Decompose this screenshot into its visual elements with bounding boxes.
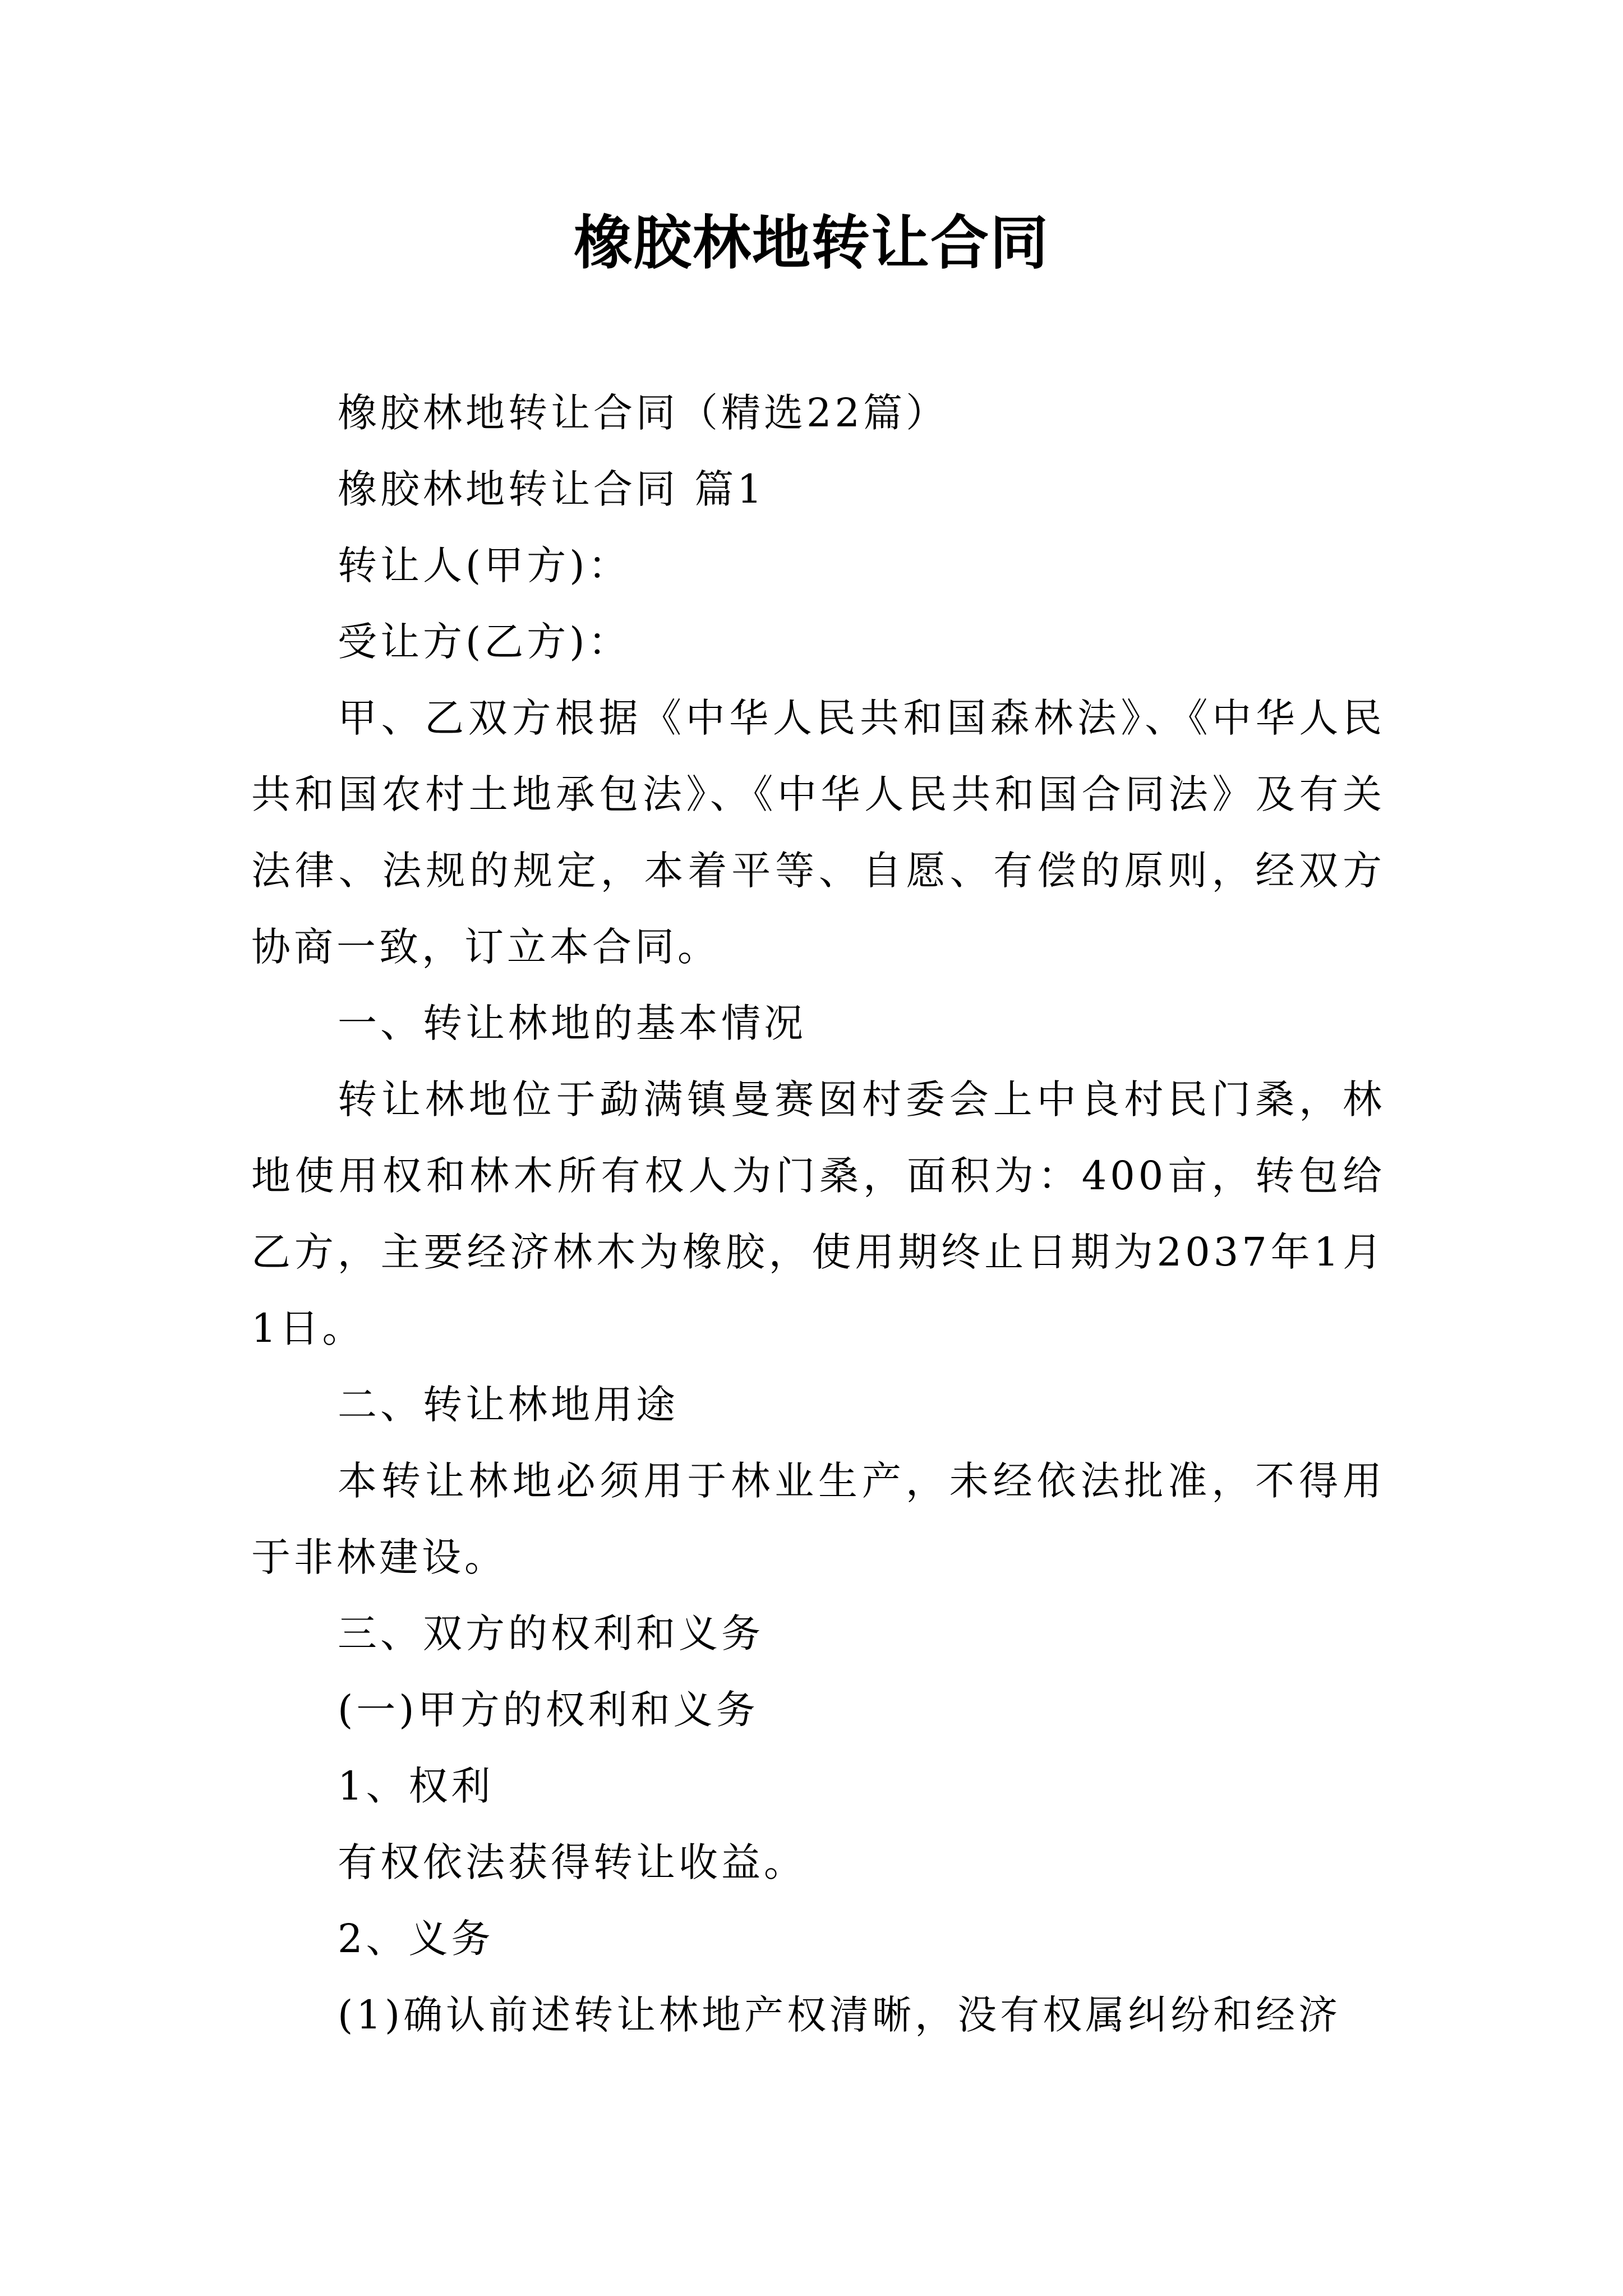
- paragraph-land-use: 本转让林地必须用于林业生产，未经依法批准，不得用于非林建设。: [251, 1458, 1385, 1580]
- item-heading-rights: 1、权利: [338, 1763, 494, 1809]
- section-heading-land-use: 二、转让林地用途: [338, 1382, 679, 1428]
- paragraph-basic-info: 转让林地位于勐满镇曼赛囡村委会上中良村民门桑，林地使用权和林木所有权人为门桑，面积为：400亩，转包给乙方，主要经济林木为橡胶，使用期终止日期为2037年1月1日。: [251, 1076, 1385, 1351]
- item-heading-obligations: 2、义务: [338, 1916, 494, 1962]
- paragraph-preamble: 甲、乙双方根据《中华人民共和国森林法》、《中华人民共和国农村土地承包法》、《中华人民共和国合同法》及有关法律、法规的规定，本着平等、自愿、有偿的原则，经双方协商一致，订立本合同。: [251, 695, 1385, 970]
- document-title: 橡胶林地转让合同: [573, 208, 1049, 277]
- paragraph-transferor: 转让人(甲方)：: [338, 542, 631, 588]
- paragraph-heading-selection: 橡胶林地转让合同（精选22篇）: [338, 390, 949, 436]
- document-body: [251, 375, 1385, 2053]
- paragraph-article-1-heading: 橡胶林地转让合同 篇1: [338, 466, 766, 512]
- subsection-heading-party-a: (一)甲方的权利和义务: [338, 1687, 759, 1733]
- paragraph-obligation-1: (1)确认前述转让林地产权清晰，没有权属纠纷和经济: [338, 1992, 1341, 2038]
- paragraph-transferee: 受让方(乙方)：: [338, 619, 631, 665]
- paragraph-rights: 有权依法获得转让收益。: [338, 1839, 806, 1885]
- section-heading-rights-obligations: 三、双方的权利和义务: [338, 1611, 764, 1657]
- section-heading-basic-info: 一、转让林地的基本情况: [338, 1000, 806, 1046]
